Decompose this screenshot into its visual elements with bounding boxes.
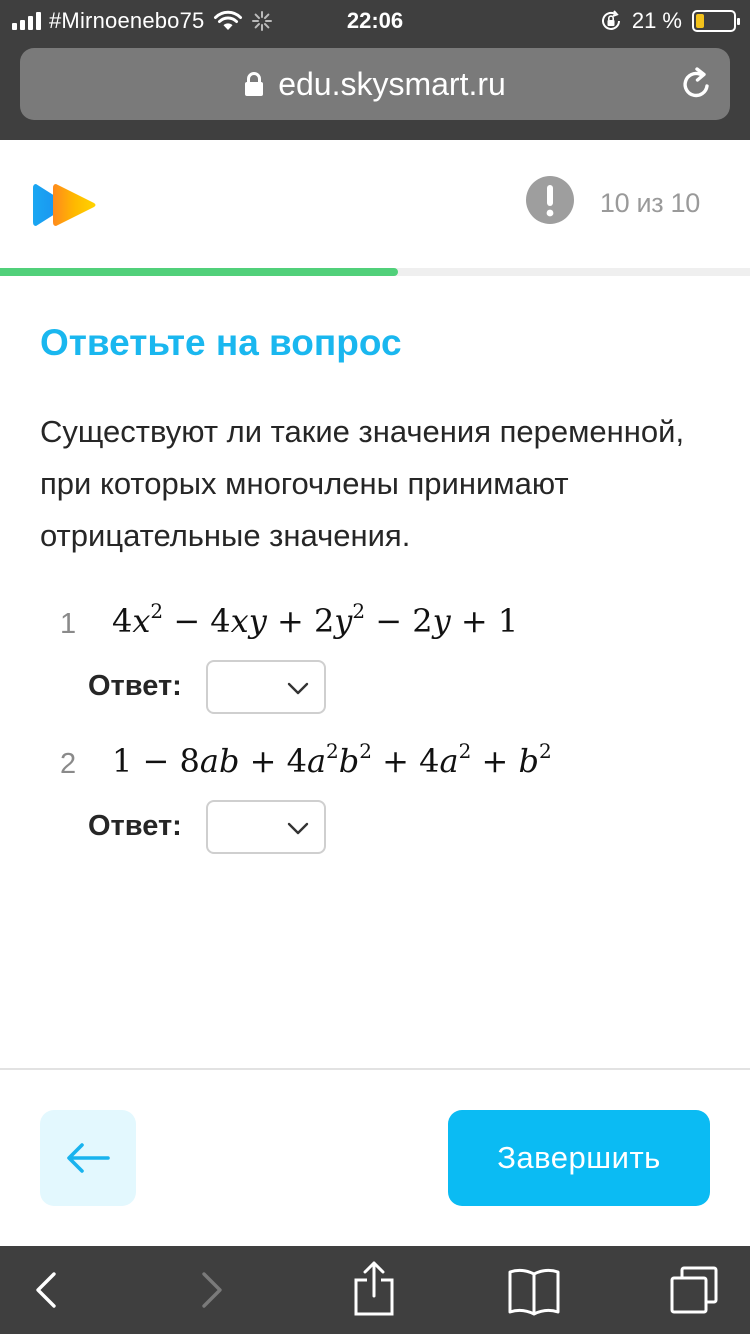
arrow-left-icon <box>64 1140 112 1176</box>
chevron-down-icon <box>286 677 310 699</box>
url-text: edu.skysmart.ru <box>278 65 506 102</box>
progress-fill <box>0 268 398 276</box>
answer-select-2[interactable] <box>206 800 326 854</box>
answer-label: Ответ: <box>88 670 182 702</box>
share-icon[interactable] <box>352 1260 396 1316</box>
bookmarks-icon[interactable] <box>506 1266 562 1316</box>
task-number: 2 <box>60 748 77 780</box>
finish-button[interactable]: Завершить <box>448 1110 710 1206</box>
padlock-icon <box>244 71 264 97</box>
answer-select-1[interactable] <box>206 660 326 714</box>
browser-chrome-top <box>0 0 750 140</box>
battery-fill <box>696 14 704 28</box>
url-bar[interactable] <box>20 48 730 120</box>
footer-divider <box>0 1068 750 1070</box>
battery-percent: 21 % <box>631 8 682 33</box>
rotation-lock-icon <box>600 10 622 32</box>
skysmart-logo-icon[interactable] <box>32 182 98 228</box>
chevron-down-icon <box>286 817 310 839</box>
carrier-name: #Mirnoenebo75 <box>49 8 205 33</box>
polynomial-2: $1 - 8ab + 4a^2b^2 + 4a^2 + b^2$ <box>112 739 552 780</box>
question-text: Существуют ли такие значения переменной, при которых многочлены принимают отрицательные значения. <box>40 414 685 553</box>
question-counter: 10 из 10 <box>599 188 700 218</box>
status-bar <box>0 0 750 40</box>
reload-icon[interactable] <box>678 66 714 102</box>
battery-icon <box>692 10 736 32</box>
report-problem-icon[interactable] <box>526 176 574 224</box>
browser-forward-icon[interactable] <box>196 1264 226 1316</box>
polynomial-1: $4x^2 - 4xy + 2y^2 - 2y + 1$ <box>112 599 519 640</box>
back-button[interactable] <box>40 1110 136 1206</box>
question-title: Ответьте на вопрос <box>40 322 402 363</box>
answer-label: Ответ: <box>88 810 182 842</box>
progress-bar <box>0 268 750 276</box>
clock: 22:06 <box>346 8 404 33</box>
tabs-icon[interactable] <box>668 1264 720 1316</box>
browser-toolbar <box>0 1246 750 1334</box>
task-number: 1 <box>60 608 77 640</box>
app-header <box>0 140 750 270</box>
browser-back-icon[interactable] <box>30 1264 60 1316</box>
